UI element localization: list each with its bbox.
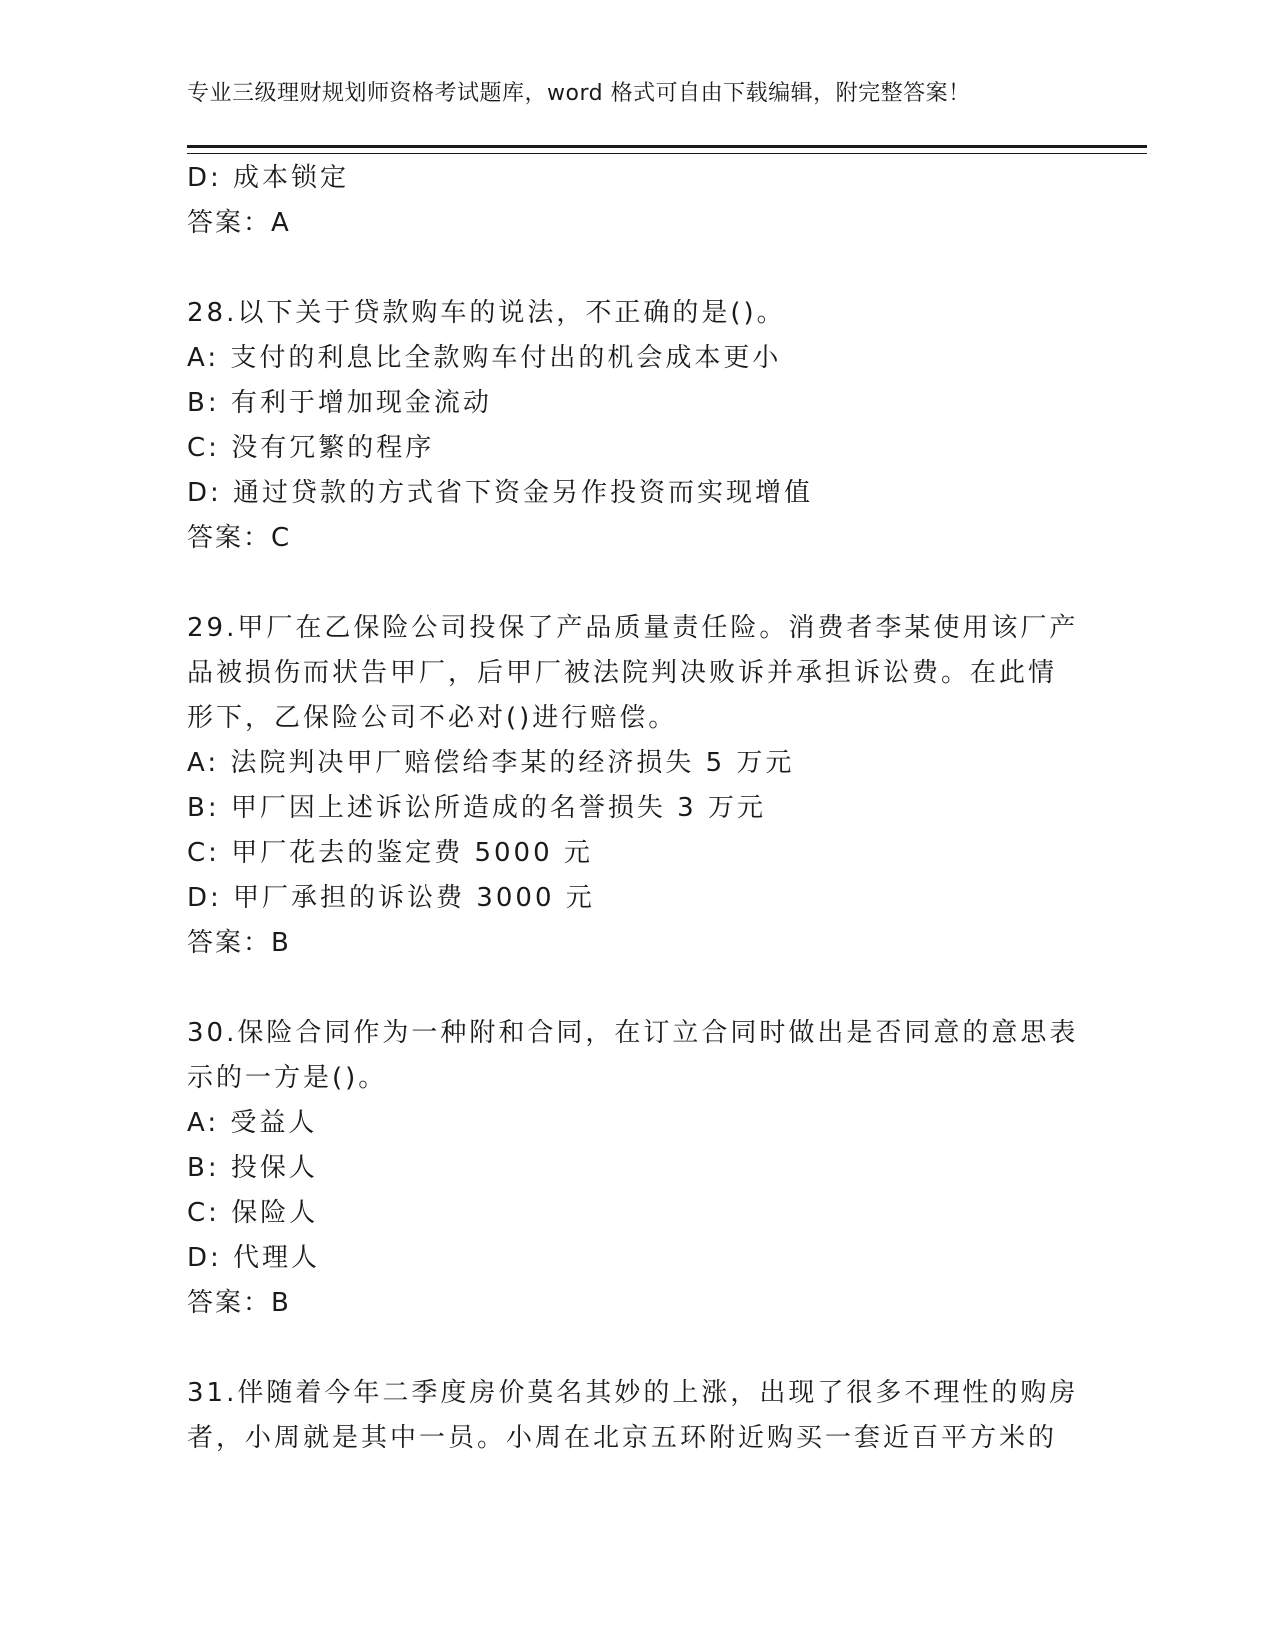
question-stem: 30.保险合同作为一种附和合同，在订立合同时做出是否同意的意思表 [187, 1018, 1079, 1048]
question-content [187, 156, 1087, 1461]
option-label: B: [187, 793, 220, 823]
option-a [187, 741, 1087, 786]
option-label: A: [187, 343, 220, 373]
answer-line: 答案：B [187, 928, 291, 958]
option-label: C: [187, 838, 220, 868]
question-stem: 29.甲厂在乙保险公司投保了产品质量责任险。消费者李某使用该厂产 [187, 613, 1079, 643]
option-b [187, 381, 1087, 426]
option-text: 受益人 [230, 1108, 318, 1138]
spacer [187, 966, 1087, 1011]
option-label: D: [187, 883, 222, 913]
spacer [187, 561, 1087, 606]
header-rule [187, 145, 1147, 154]
option-a [187, 336, 1087, 381]
option-text: 保险人 [231, 1198, 319, 1228]
answer-line: 答案：C [187, 523, 292, 553]
question-stem: 品被损伤而状告甲厂，后甲厂被法院判决败诉并承担诉讼费。在此情 [187, 658, 1058, 688]
spacer [187, 246, 1087, 291]
option-label: A: [187, 1108, 220, 1138]
option-text: 代理人 [233, 1243, 321, 1273]
question-stem: 28.以下关于贷款购车的说法，不正确的是()。 [187, 298, 786, 328]
option-c [187, 426, 1087, 471]
option-b [187, 1146, 1087, 1191]
option-d [187, 1236, 1087, 1281]
option-text: 通过贷款的方式省下资金另作投资而实现增值 [233, 478, 814, 508]
answer-line: 答案：A [187, 208, 291, 238]
option-label: D: [187, 163, 222, 193]
option-label: C: [187, 433, 220, 463]
option-text: 投保人 [230, 1153, 318, 1183]
option-a [187, 1101, 1087, 1146]
option-text: 法院判决甲厂赔偿给李某的经济损失 5 万元 [230, 748, 795, 778]
option-text: 甲厂因上述诉讼所造成的名誉损失 3 万元 [230, 793, 766, 823]
option-label: C: [187, 1198, 220, 1228]
option-label: B: [187, 1153, 220, 1183]
option-b [187, 786, 1087, 831]
option-c [187, 831, 1087, 876]
question-stem: 者，小周就是其中一员。小周在北京五环附近购买一套近百平方米的 [187, 1423, 1058, 1453]
option-label: D: [187, 1243, 222, 1273]
answer-line: 答案：B [187, 1288, 291, 1318]
option-d [187, 156, 1087, 201]
page-header: 专业三级理财规划师资格考试题库，word 格式可自由下载编辑，附完整答案！ [187, 81, 971, 106]
question-stem: 31.伴随着今年二季度房价莫名其妙的上涨，出现了很多不理性的购房 [187, 1378, 1079, 1408]
option-text: 甲厂花去的鉴定费 5000 元 [231, 838, 593, 868]
option-label: D: [187, 478, 222, 508]
option-label: B: [187, 388, 220, 418]
option-text: 成本锁定 [233, 163, 350, 193]
question-stem: 形下，乙保险公司不必对()进行赔偿。 [187, 703, 678, 733]
option-text: 甲厂承担的诉讼费 3000 元 [233, 883, 595, 913]
spacer [187, 1326, 1087, 1371]
option-label: A: [187, 748, 220, 778]
question-stem: 示的一方是()。 [187, 1063, 388, 1093]
option-d [187, 876, 1087, 921]
option-text: 有利于增加现金流动 [230, 388, 492, 418]
option-text: 支付的利息比全款购车付出的机会成本更小 [230, 343, 782, 373]
option-text: 没有冗繁的程序 [231, 433, 435, 463]
option-c [187, 1191, 1087, 1236]
option-d [187, 471, 1087, 516]
